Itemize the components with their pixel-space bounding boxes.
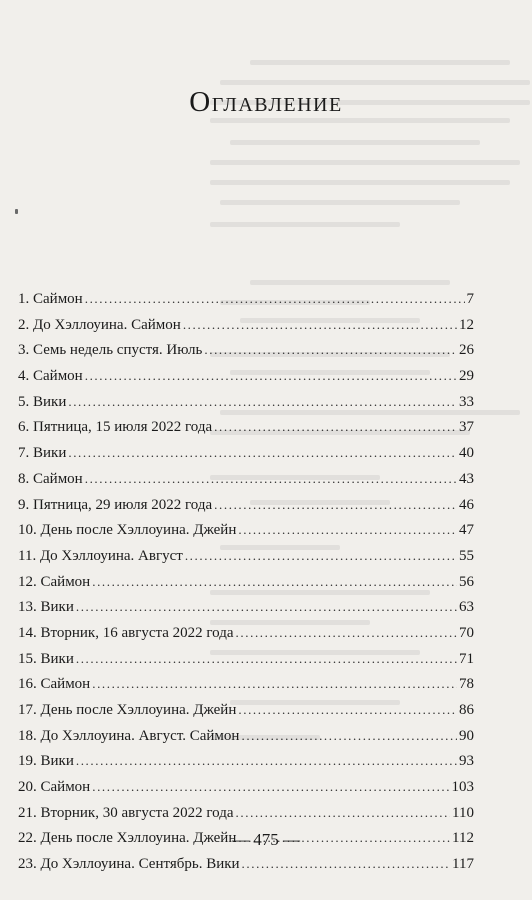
dot-leader xyxy=(238,697,457,723)
toc-entry-page: 117 xyxy=(452,856,474,873)
toc-entry-page: 78 xyxy=(459,676,474,693)
table-of-contents xyxy=(18,286,474,877)
toc-entry-title: 17. День после Хэллоуина. Джейн xyxy=(18,702,237,718)
dot-leader xyxy=(68,440,457,466)
toc-entry xyxy=(18,466,474,492)
toc-entry-title: 19. Вики xyxy=(18,753,74,770)
dot-leader xyxy=(76,646,457,672)
toc-entry-title: 21. Вторник, 30 августа 2022 года xyxy=(18,804,234,821)
bleed-line xyxy=(220,200,460,205)
toc-entry-page: 93 xyxy=(459,753,474,770)
toc-entry-title: 18. До Хэллоуина. Август. Саймон xyxy=(18,727,240,744)
dot-leader xyxy=(183,312,457,338)
toc-entry-title: 7. Вики xyxy=(18,445,67,462)
toc-entry-title: 16. Саймон xyxy=(18,676,91,693)
toc-entry-page: 37 xyxy=(459,419,474,436)
toc-entry xyxy=(18,800,474,826)
toc-entry xyxy=(18,492,474,518)
dot-leader xyxy=(76,594,457,620)
bleed-line xyxy=(220,80,530,85)
margin-mark xyxy=(15,209,18,214)
toc-entry-page: 110 xyxy=(452,804,474,821)
dot-leader xyxy=(236,800,451,826)
bleed-line xyxy=(230,140,480,145)
toc-entry-title: 9. Пятница, 29 июля 2022 года xyxy=(18,496,213,513)
bleed-line xyxy=(250,280,450,285)
toc-entry-page: 46 xyxy=(459,496,474,513)
dot-leader xyxy=(214,492,457,518)
dot-leader xyxy=(85,363,457,389)
toc-entry xyxy=(18,646,474,672)
toc-entry-page: 40 xyxy=(459,445,474,462)
toc-entry xyxy=(18,671,474,697)
toc-entry-title: 14. Вторник, 16 августа 2022 года xyxy=(18,624,234,641)
toc-entry-page: 29 xyxy=(459,368,474,385)
toc-entry-page: 7 xyxy=(466,291,474,307)
toc-entry xyxy=(18,389,474,415)
dot-leader xyxy=(241,723,457,749)
toc-entry-title: 3. Семь недель спустя. Июль xyxy=(18,342,203,359)
dot-leader xyxy=(76,748,457,774)
toc-entry xyxy=(18,286,474,312)
toc-entry-title: 20. Саймон xyxy=(18,779,91,796)
dot-leader xyxy=(185,543,457,569)
toc-entry-page: 90 xyxy=(459,727,474,744)
toc-entry xyxy=(18,774,474,800)
toc-entry-title: 2. До Хэллоуина. Саймон xyxy=(18,316,181,333)
toc-entry-title: 1. Саймон xyxy=(18,291,83,307)
toc-entry xyxy=(18,569,474,595)
toc-entry-title: 11. До Хэллоуина. Август xyxy=(18,547,183,564)
toc-entry-title: 22. День после Хэллоуина. Джейн xyxy=(18,830,237,847)
dot-leader xyxy=(204,337,457,363)
dot-leader xyxy=(92,569,457,595)
toc-entry xyxy=(18,363,474,389)
toc-entry-title: 4. Саймон xyxy=(18,368,83,385)
toc-entry-page: 63 xyxy=(459,599,474,616)
toc-entry-title: 15. Вики xyxy=(18,650,74,667)
toc-entry-title: 5. Вики xyxy=(18,393,67,410)
toc-entry-page: 12 xyxy=(459,316,474,333)
toc-entry-page: 70 xyxy=(459,624,474,641)
toc-entry-title: 10. День после Хэллоуина. Джейн xyxy=(18,522,237,539)
dot-leader xyxy=(214,414,457,440)
toc-entry-page: 55 xyxy=(459,547,474,564)
dot-leader xyxy=(242,851,451,877)
toc-entry-page: 56 xyxy=(459,573,474,590)
toc-entry-page: 33 xyxy=(459,393,474,410)
toc-entry-page: 47 xyxy=(459,522,474,539)
bleed-line xyxy=(210,160,520,165)
toc-entry-title: 23. До Хэллоуина. Сентябрь. Вики xyxy=(18,856,240,873)
bleed-line xyxy=(210,180,510,185)
dot-leader xyxy=(68,389,457,415)
toc-entry-title: 6. Пятница, 15 июля 2022 года xyxy=(18,419,213,436)
toc-entry-page: 103 xyxy=(451,779,474,796)
dot-leader xyxy=(238,517,457,543)
toc-entry xyxy=(18,312,474,338)
dot-leader xyxy=(92,671,457,697)
bleed-line xyxy=(250,60,510,65)
toc-entry xyxy=(18,337,474,363)
toc-entry xyxy=(18,414,474,440)
toc-entry-title: 8. Саймон xyxy=(18,470,83,487)
toc-entry xyxy=(18,620,474,646)
page-title: Оглавление xyxy=(189,86,343,118)
dot-leader xyxy=(85,286,465,312)
toc-entry-page: 71 xyxy=(459,650,474,667)
page-number: — 475 — xyxy=(232,830,300,849)
toc-entry xyxy=(18,697,474,723)
dot-leader xyxy=(236,620,457,646)
toc-entry-page: 26 xyxy=(459,342,474,359)
toc-entry xyxy=(18,723,474,749)
toc-entry xyxy=(18,851,474,877)
toc-entry-title: 13. Вики xyxy=(18,599,74,616)
toc-entry-page: 112 xyxy=(452,830,474,847)
dot-leader xyxy=(85,466,457,492)
dot-leader xyxy=(92,774,449,800)
toc-entry xyxy=(18,440,474,466)
toc-entry-page: 43 xyxy=(459,470,474,487)
toc-entry-page: 86 xyxy=(459,702,474,718)
toc-entry xyxy=(18,517,474,543)
toc-entry xyxy=(18,748,474,774)
bleed-line xyxy=(210,222,400,227)
toc-entry xyxy=(18,543,474,569)
toc-entry-title: 12. Саймон xyxy=(18,573,91,590)
toc-entry xyxy=(18,594,474,620)
